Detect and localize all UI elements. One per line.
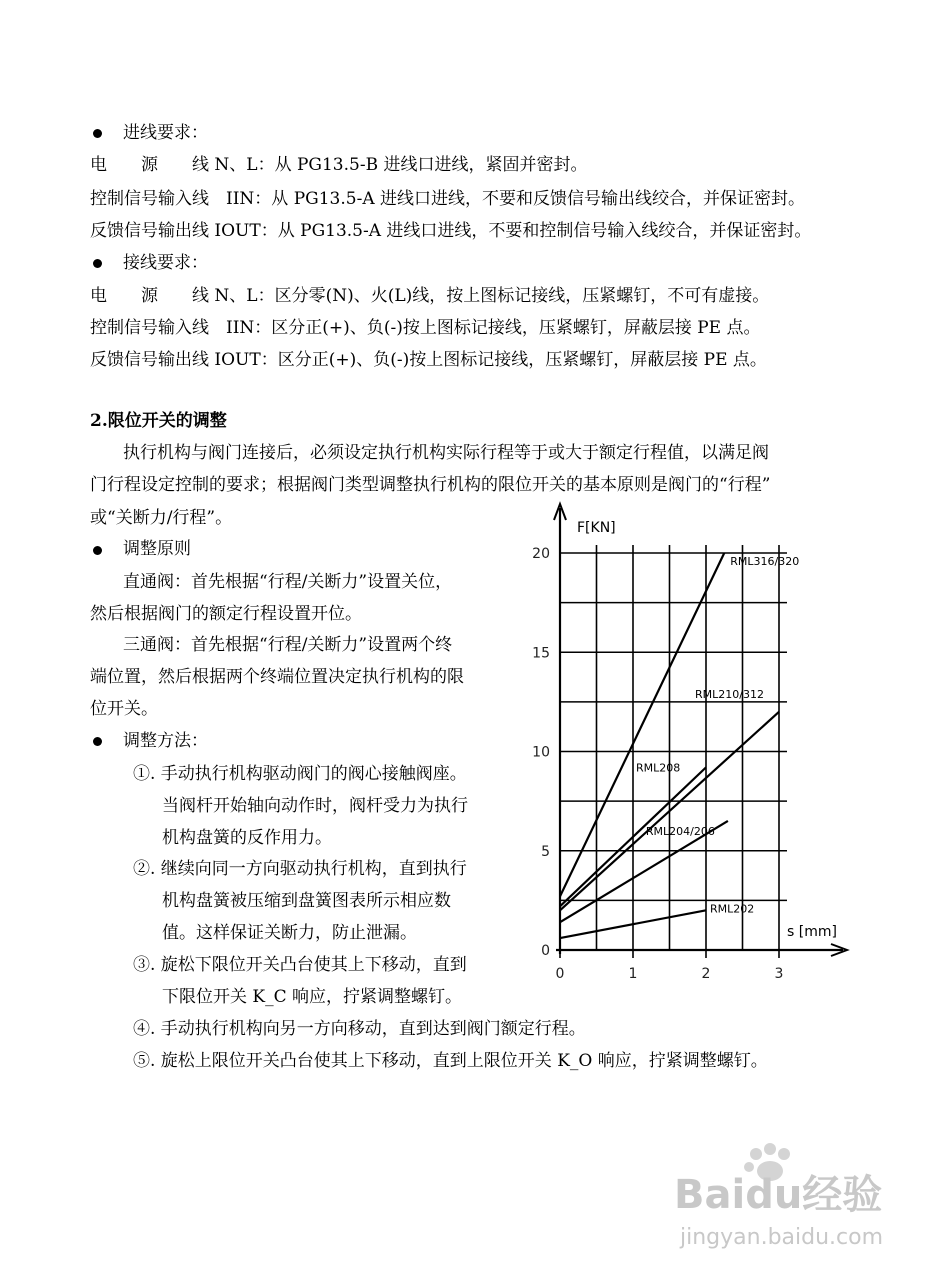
step-line: ④. 手动执行机构向另一方向移动，直到达到阀门额定行程。 [133,1019,586,1039]
step-line: ⑤. 旋松上限位开关凸台使其上下移动，直到上限位开关 K_O 响应，拧紧调整螺钉。 [133,1051,768,1071]
paragraph-line: 执行机构与阀门连接后，必须设定执行机构实际行程等于或大于额定行程值，以满足阀 [123,443,769,463]
x-axis-label: s [mm] [787,924,837,940]
series-label: RML208 [636,761,681,775]
chart-grid [560,545,787,950]
text-line: 电 源 线 N、L：区分零(N)、火(L)线，按上图标记接线，压紧螺钉，不可有虚接。 [90,286,770,306]
x-tick-label: 0 [555,966,565,982]
watermark-url: jingyan.baidu.com [680,1225,884,1250]
paragraph-line: 三通阀：首先根据“行程/关断力”设置两个终 [123,635,453,655]
paragraph-line: 端位置，然后根据两个终端位置决定执行机构的限 [90,667,464,687]
section-heading: 2.限位开关的调整 [90,411,227,431]
y-tick-label: 15 [532,645,550,662]
text-line: 反馈信号输出线 IOUT：区分正(+)、负(-)按上图标记接线，压紧螺钉，屏蔽层接 PE 点。 [90,350,767,370]
section-title-incoming: 进线要求： [123,123,208,143]
subsection-title: 调整原则 [123,539,191,559]
series-label: RML210/312 [695,687,764,701]
paragraph-line: 然后根据阀门的额定行程设置开位。 [90,604,362,624]
watermark-logo-text: Baidu经验 [674,1172,883,1218]
spring-force-chart [525,498,855,988]
x-tick-label: 2 [701,966,711,982]
subsection-title: 调整方法： [123,731,208,751]
bullet-icon [93,259,102,268]
series-line [560,553,724,896]
bullet-icon [93,737,102,746]
step-line: ③. 旋松下限位开关凸台使其上下移动，直到 [133,955,467,975]
step-line: 值。这样保证关断力，防止泄漏。 [162,923,417,943]
paragraph-line: 或“关断力/行程”。 [90,508,233,528]
series-label: RML202 [710,902,755,916]
y-tick-label: 0 [541,943,550,959]
x-tick-label: 3 [774,966,784,982]
step-line: 机构盘簧被压缩到盘簧图表所示相应数 [162,891,451,911]
bullet-icon [93,129,102,138]
paragraph-line: 位开关。 [90,699,158,719]
chart-axes [554,504,847,956]
text-line: 控制信号输入线 IIN：区分正(+)、负(-)按上图标记接线，压紧螺钉，屏蔽层接 PE 点。 [90,318,761,338]
baidu-jingyan-watermark [672,1140,902,1270]
step-line: 当阀杆开始轴向动作时，阀杆受力为执行 [162,796,468,816]
step-line: ②. 继续向同一方向驱动执行机构，直到执行 [133,859,467,879]
section-title-wiring: 接线要求： [123,253,208,273]
paragraph-line: 门行程设定控制的要求；根据阀门类型调整执行机构的限位开关的基本原则是阀门的“行程” [90,475,771,495]
step-line: ①. 手动执行机构驱动阀门的阀心接触阀座。 [133,764,467,784]
step-line: 机构盘簧的反作用力。 [162,828,332,848]
y-tick-label: 5 [541,843,550,860]
paragraph-line: 直通阀：首先根据“行程/关断力”设置关位， [123,572,453,592]
x-tick-label: 1 [628,966,638,982]
text-line: 反馈信号输出线 IOUT：从 PG13.5-A 进线口进线，不要和控制信号输入线绞合，并保证密封。 [90,221,812,241]
text-line: 控制信号输入线 IIN：从 PG13.5-A 进线口进线，不要和反馈信号输出线绞合，并保证密封。 [90,189,806,209]
bullet-icon [93,546,102,555]
series-label: RML204/206 [645,824,715,838]
series-label: RML316/320 [730,555,800,568]
y-tick-label: 10 [532,744,550,761]
text-line: 电 源 线 N、L：从 PG13.5-B 进线口进线，紧固并密封。 [90,155,588,175]
y-tick-label: 20 [532,546,550,562]
step-line: 下限位开关 K_C 响应，拧紧调整螺钉。 [162,987,463,1007]
y-axis-label: F[KN] [577,520,616,536]
